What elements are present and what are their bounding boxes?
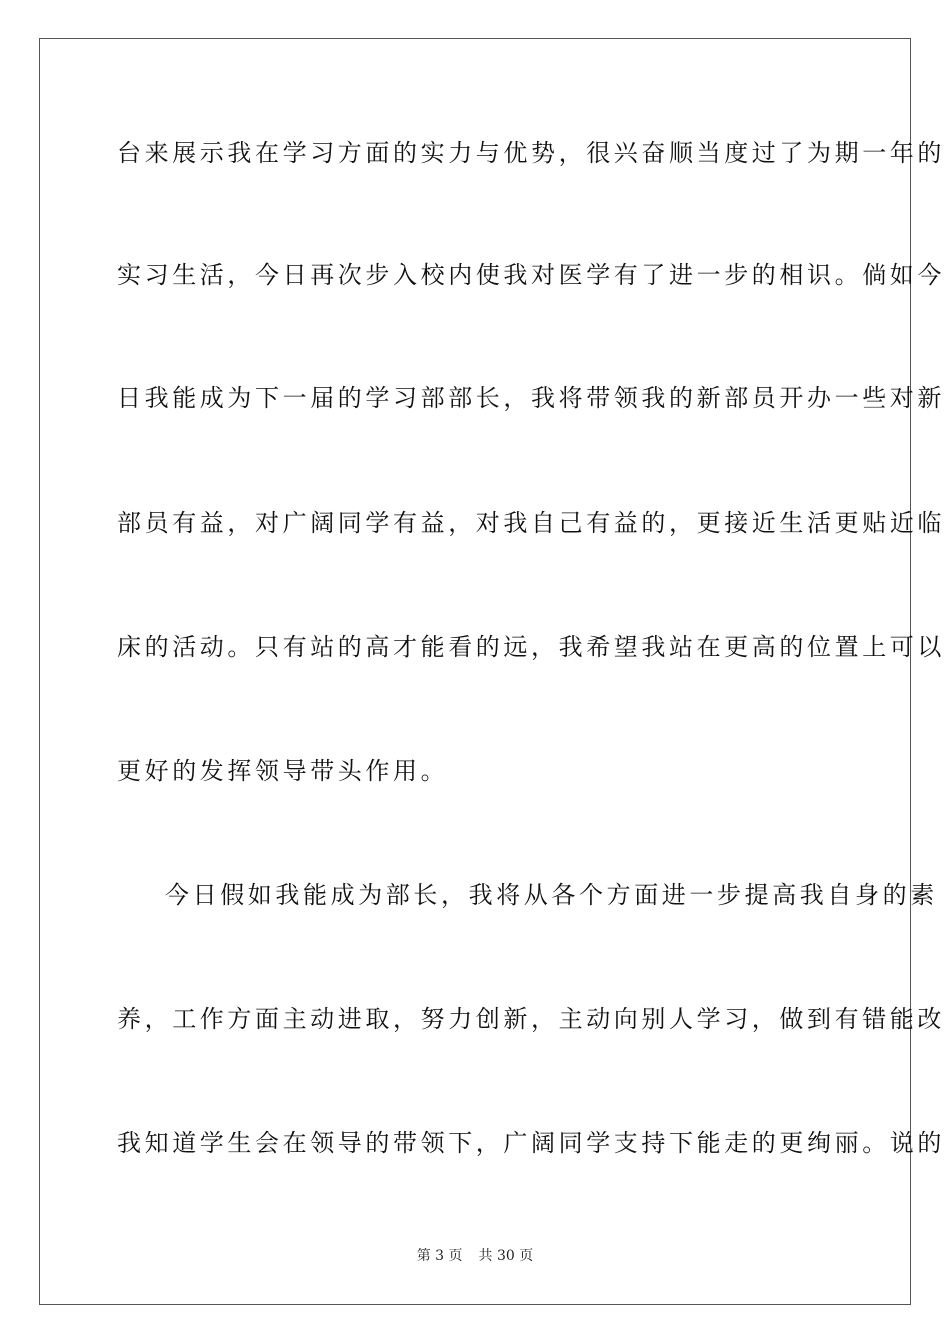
body-line-1: 台来展示我在学习方面的实力与优势，很兴奋顺当度过了为期一年的 (117, 139, 945, 167)
body-line-9: 我知道学生会在领导的带领下，广阔同学支持下能走的更绚丽。说的 (117, 1129, 945, 1157)
body-line-5: 床的活动。只有站的高才能看的远，我希望我站在更高的位置上可以 (117, 633, 945, 661)
body-line-3: 日我能成为下一届的学习部部长，我将带领我的新部员开办一些对新 (117, 384, 945, 412)
page-frame (39, 38, 945, 1305)
page-footer (0, 1247, 950, 1265)
body-line-8: 养，工作方面主动进取，努力创新，主动向别人学习，做到有错能改 (117, 1005, 945, 1033)
body-line-7: 今日假如我能成为部长，我将从各个方面进一步提高我自身的素 (165, 881, 938, 909)
body-line-4: 部员有益，对广阔同学有益，对我自己有益的，更接近生活更贴近临 (117, 509, 945, 537)
page-number: 第 3 页 (416, 1248, 463, 1264)
total-pages: 共 30 页 (478, 1248, 534, 1264)
body-line-6: 更好的发挥领导带头作用。 (117, 757, 449, 785)
body-line-2: 实习生活，今日再次步入校内使我对医学有了进一步的相识。倘如今 (117, 261, 945, 289)
